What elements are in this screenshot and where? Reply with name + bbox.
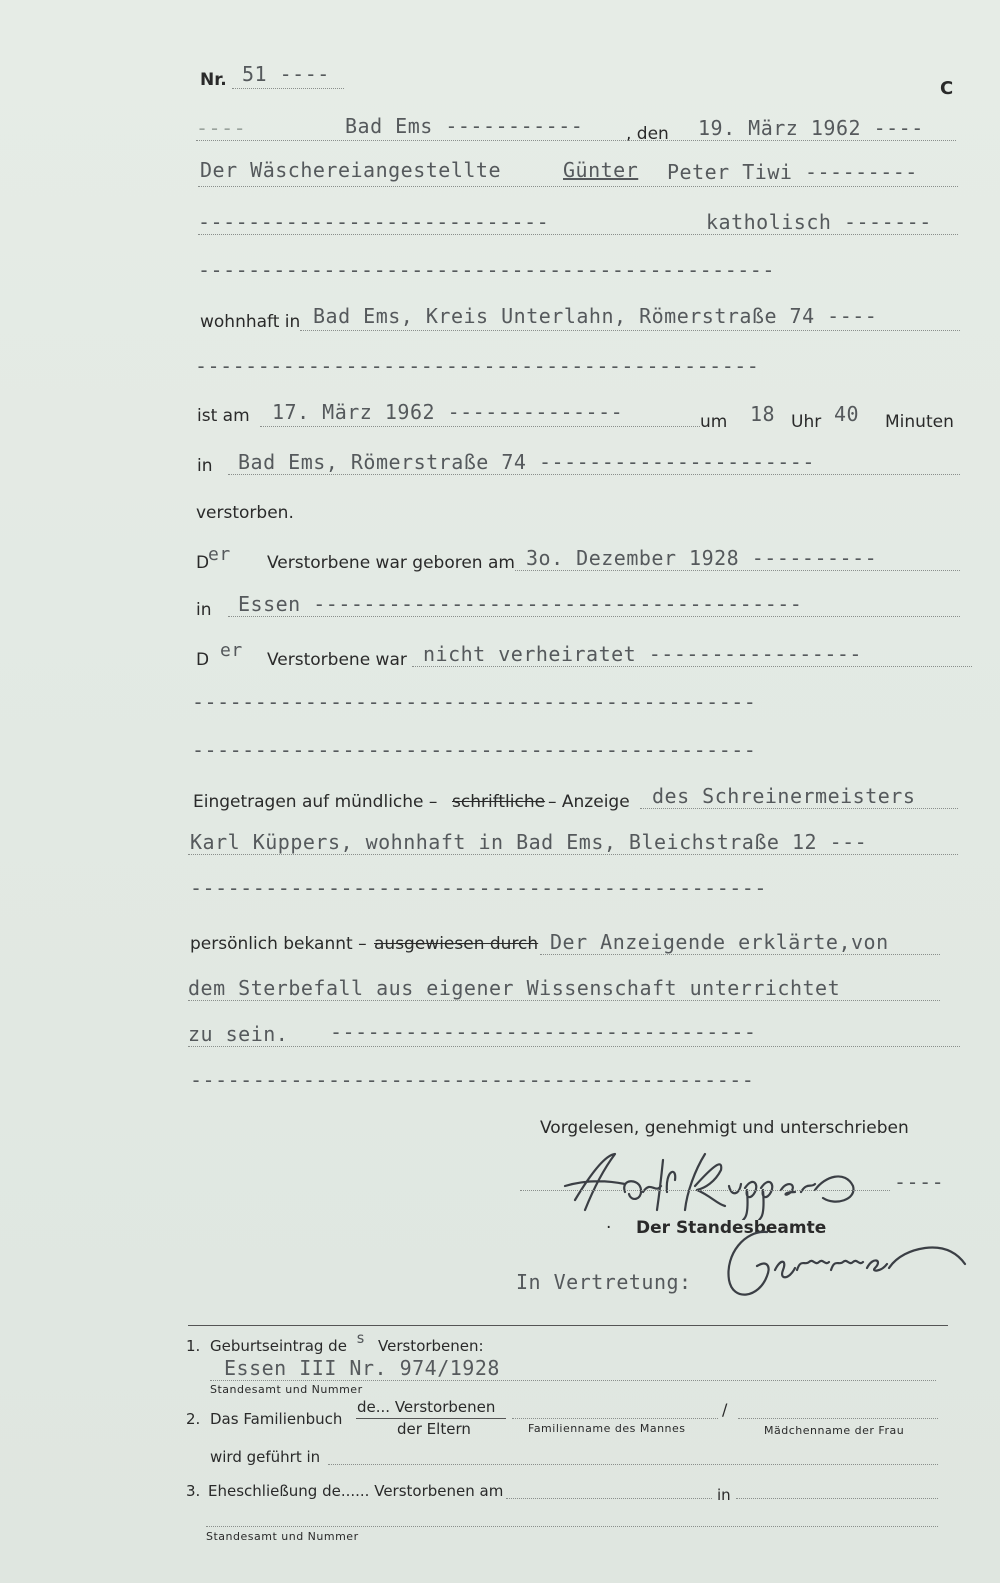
- item2-top: de... Verstorbenen: [357, 1398, 496, 1416]
- item1-dotline: [210, 1380, 936, 1381]
- informant-line-1: des Schreinermeisters: [652, 784, 916, 808]
- schriftliche-struck: schriftliche: [452, 792, 546, 812]
- item1-number: 1.: [186, 1337, 201, 1355]
- name-dotline: [198, 186, 958, 187]
- nr-label: Nr.: [200, 70, 227, 90]
- den-label: , den: [626, 124, 669, 144]
- item2-wird-label: wird geführt in: [210, 1448, 321, 1466]
- occupation-text: Der Wäschereiangestellte: [200, 158, 501, 182]
- blank-line-1: ---------------------------------------------: [192, 690, 757, 714]
- religion-dotline: [198, 234, 958, 235]
- eingetragen-label: Eingetragen auf mündliche –: [193, 792, 438, 812]
- birth-date: 3o. Dezember 1928 ----------: [526, 546, 878, 570]
- nr-dotline: [232, 88, 344, 89]
- register-letter: C: [940, 78, 954, 99]
- item2-label: Das Familienbuch: [210, 1410, 343, 1428]
- item2-number: 2.: [186, 1410, 201, 1428]
- line2-dashes: ----------------------------: [198, 210, 550, 234]
- registration-date: 19. März 1962 ----: [698, 116, 924, 140]
- death-date: 17. März 1962 --------------: [272, 400, 624, 424]
- statement-line-2: dem Sterbefall aus eigener Wissenschaft unterrichtet: [188, 976, 841, 1000]
- ausgewiesen-struck: ausgewiesen durch: [374, 934, 539, 954]
- informant-line-2: Karl Küppers, wohnhaft in Bad Ems, Bleichstraße 12 ---: [190, 830, 868, 854]
- item2-col2-caption: Mädchenname der Frau: [764, 1424, 905, 1437]
- bekannt-label: persönlich bekannt –: [190, 934, 367, 954]
- birth-place-dotline: [228, 616, 960, 617]
- uhr-label: Uhr: [791, 412, 822, 432]
- minuten-label: Minuten: [885, 412, 954, 432]
- dot-mark: ·: [606, 1218, 612, 1238]
- um-label: um: [700, 412, 728, 432]
- given-name-underlined: Günter: [563, 158, 639, 182]
- religion: katholisch -------: [706, 210, 932, 234]
- der1-typed: er: [208, 544, 231, 565]
- item1-suffix: Verstorbenen:: [378, 1337, 484, 1355]
- line5-dashes: ---------------------------------------------: [195, 354, 760, 378]
- name-rest: Peter Tiwi ---------: [667, 160, 918, 184]
- birth-date-dotline: [515, 570, 960, 571]
- blank-line-2: ---------------------------------------------: [192, 738, 757, 762]
- birth-place: Essen ---------------------------------------: [238, 592, 803, 616]
- der2-prefix: D: [196, 650, 210, 670]
- statement-line-3a: zu sein.: [188, 1022, 289, 1046]
- registration-place: Bad Ems -----------: [345, 114, 584, 138]
- der2-typed: er: [220, 640, 243, 661]
- item3-standesamt-dotline: [206, 1526, 938, 1527]
- item2-wird-dotline: [328, 1464, 938, 1465]
- in-label: in: [197, 456, 213, 476]
- statement-line-4: ---------------------------------------------: [190, 1068, 755, 1092]
- verstorben-label: verstorben.: [196, 503, 294, 523]
- wohnhaft-label: wohnhaft in: [200, 312, 301, 332]
- standesbeamte-label: Der Standesbeamte: [636, 1218, 827, 1238]
- item3-number: 3.: [186, 1482, 201, 1500]
- item2-slash: /: [722, 1400, 728, 1419]
- statement-dotline-3: [188, 1046, 960, 1047]
- item3-label: Eheschließung de...... Verstorbenen am: [208, 1482, 504, 1500]
- death-place-dotline: [228, 474, 960, 475]
- geboren-label: Verstorbene war geboren am: [267, 553, 515, 573]
- residence: Bad Ems, Kreis Unterlahn, Römerstraße 74 ----: [313, 304, 878, 328]
- statement-line-1: Der Anzeigende erklärte,von: [550, 930, 889, 954]
- vorgelesen-label: Vorgelesen, genehmigt und unterschrieben: [540, 1118, 909, 1138]
- item1-caption: Standesamt und Nummer: [210, 1383, 363, 1396]
- informant-signature: [545, 1140, 875, 1220]
- item2-dotline-1: [512, 1418, 718, 1419]
- vertretung-label: In Vertretung:: [516, 1270, 692, 1294]
- war-label: Verstorbene war: [267, 650, 407, 670]
- residence-dotline: [300, 330, 960, 331]
- item1-typed: s: [356, 1329, 366, 1347]
- anzeige-label: – Anzeige: [548, 792, 630, 812]
- statement-dotline-2: [188, 1000, 940, 1001]
- statement-line-3b: ----------------------------------: [330, 1020, 757, 1044]
- death-place: Bad Ems, Römerstraße 74 ----------------------: [238, 450, 815, 474]
- death-hour: 18: [750, 402, 776, 426]
- informant-dotline-2: [188, 854, 958, 855]
- informant-line-3: ----------------------------------------------: [190, 876, 767, 900]
- item2-dotline-2: [738, 1418, 938, 1419]
- marital-status: nicht verheiratet -----------------: [423, 642, 862, 666]
- informant-dotline-1: [640, 808, 958, 809]
- item1-value: Essen III Nr. 974/1928: [224, 1356, 500, 1380]
- der1-prefix: D: [196, 553, 210, 573]
- statement-dotline-1: [540, 954, 940, 955]
- signature-dashes: ----: [894, 1170, 945, 1194]
- ist-am-label: ist am: [197, 406, 250, 426]
- marital-dotline: [412, 666, 972, 667]
- item3-date-dotline: [506, 1498, 712, 1499]
- date-dotline: [196, 140, 956, 141]
- death-date-dotline: [260, 426, 700, 427]
- official-signature: [715, 1210, 975, 1310]
- item1-label: Geburtseintrag de: [210, 1337, 347, 1355]
- signature-dotline: [520, 1190, 890, 1191]
- item2-fraction-line: [356, 1418, 506, 1419]
- item2-col1-caption: Familienname des Mannes: [528, 1422, 686, 1435]
- item3-in-label: in: [717, 1486, 731, 1504]
- item3-place-dotline: [736, 1498, 938, 1499]
- death-minute: 40: [834, 402, 860, 426]
- footer-divider: [188, 1325, 948, 1326]
- item2-bottom: der Eltern: [397, 1420, 471, 1438]
- item3-caption: Standesamt und Nummer: [206, 1530, 359, 1543]
- in2-label: in: [196, 600, 212, 620]
- place-prefix-dashes: ----: [196, 116, 247, 140]
- entry-number: 51 ----: [242, 62, 330, 86]
- line3-dashes: ----------------------------------------------: [198, 258, 775, 282]
